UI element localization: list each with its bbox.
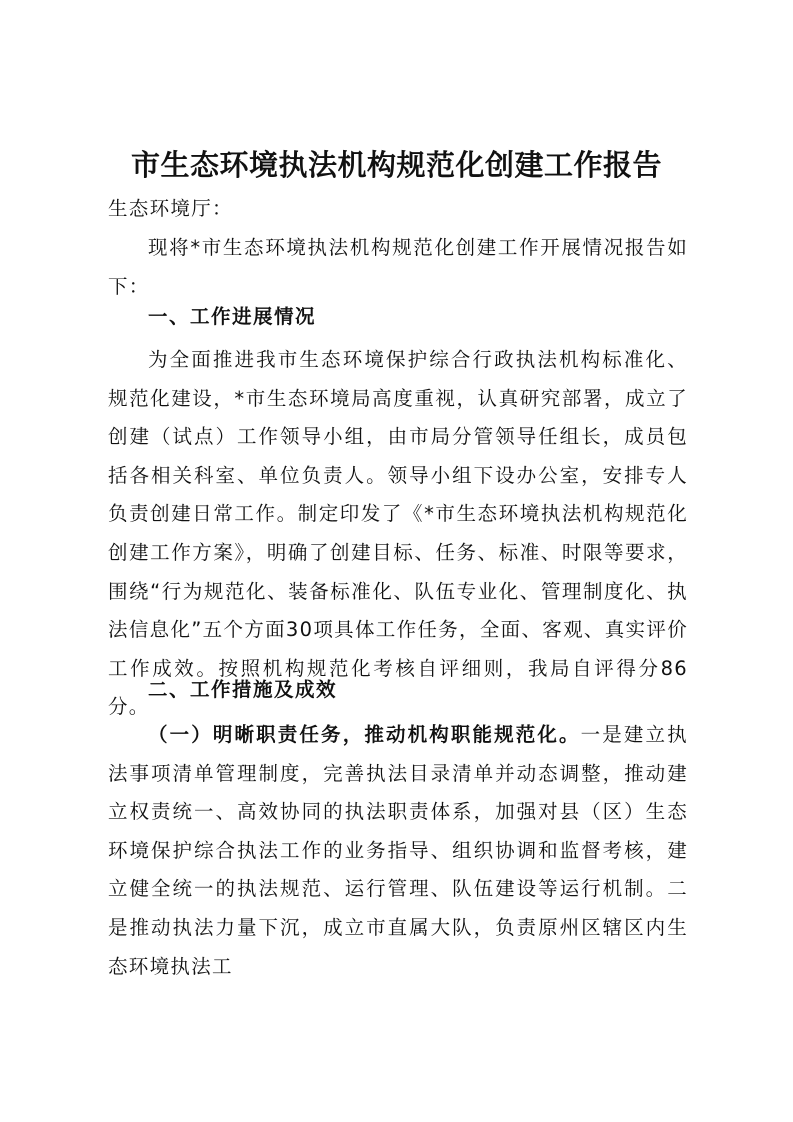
document-title: 市生态环境执法机构规范化创建工作报告	[130, 148, 662, 182]
measures-paragraph	[108, 716, 688, 986]
intro-paragraph: 现将*市生态环境执法机构规范化创建工作开展情况报告如下：	[108, 236, 688, 298]
measures-sub-heading: （一）明晰职责任务，推动机构职能规范化。	[148, 723, 581, 746]
measures-body-text: 一是建立执法事项清单管理制度，完善执法目录清单并动态调整，推动建立权责统一、高效协同的执法职责体系，加强对县（区）生态环境保护综合执法工作的业务指导、组织协调和监督考核，建立健全统一的执法规范、运行管理、队伍建设等运行机制。二是推动执法力量下沉，成立市直属大队，负责原州区辖区内生态环境执法工	[108, 723, 688, 978]
progress-paragraph: 为全面推进我市生态环境保护综合行政执法机构标准化、规范化建设，*市生态环境局高度重视，认真研究部署，成立了创建（试点）工作领导小组，由市局分管领导任组长，成员包括各相关科室、单位负责人。领导小组下设办公室，安排专人负责创建日常工作。制定印发了《*市生态环境执法机构规范化创建工作方案》，明确了创建目标、任务、标准、时限等要求，围绕“行为规范化、装备标准化、队伍专业化、管理制度化、执法信息化”五个方面30项具体工作任务，全面、客观、真实评价工作成效。按照机构规范化考核自评细则，我局自评得分86分。	[108, 348, 688, 719]
section-heading-progress: 一、工作进展情况	[148, 305, 317, 328]
salutation: 生态环境厅：	[108, 197, 233, 220]
section-heading-measures: 二、工作措施及成效	[148, 678, 338, 701]
